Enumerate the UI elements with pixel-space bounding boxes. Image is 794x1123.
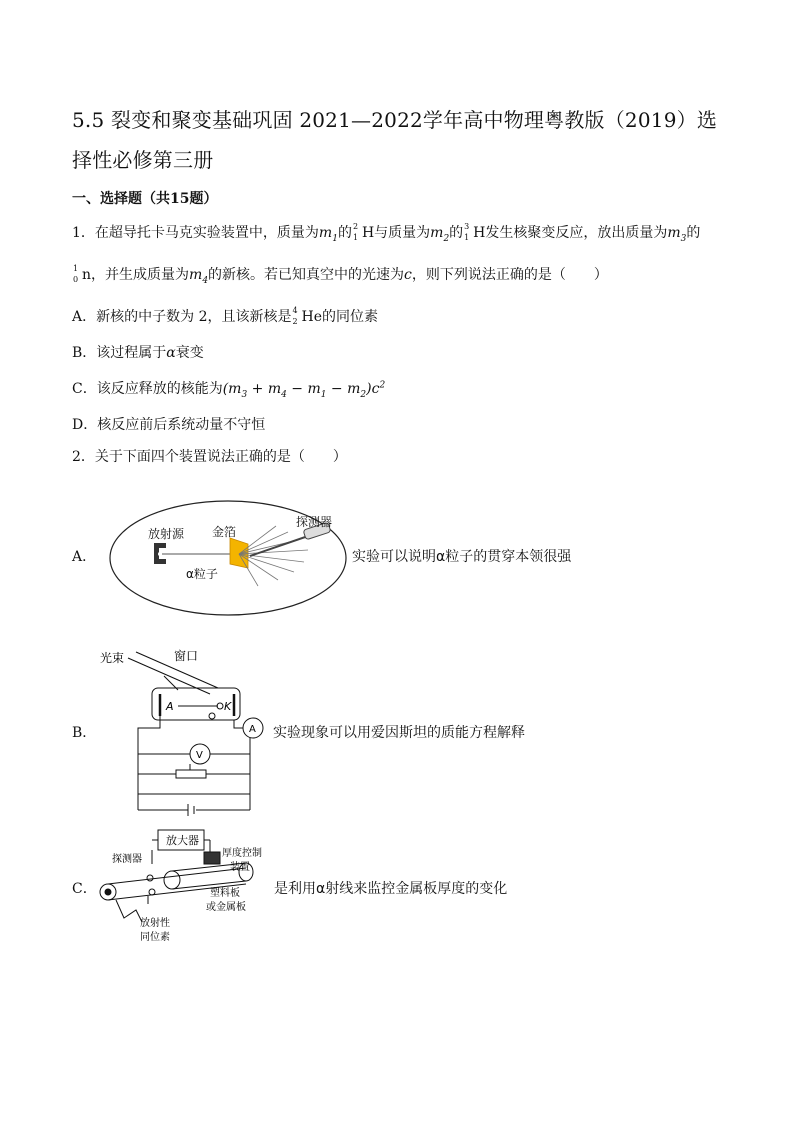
label-anode-a: A	[166, 700, 174, 713]
ammeter-symbol: A	[249, 724, 256, 735]
speed-of-light-c: c	[404, 267, 412, 283]
label-detector: 探测器	[112, 854, 142, 865]
label-plate-2: 或金属板	[206, 902, 246, 913]
voltmeter-symbol: V	[196, 750, 203, 761]
document-title: 5.5 裂变和聚变基础巩固 2021—2022学年高中物理粤教版（2019）选择性必修第三册	[72, 108, 718, 172]
label-amplifier: 放大器	[166, 834, 199, 847]
q2-option-b-caption: 实验现象可以用爱因斯坦的质能方程解释	[273, 725, 525, 741]
q2-option-a-label[interactable]: A．	[72, 549, 97, 565]
label-thickness-control: 厚度控制	[222, 848, 262, 859]
label-foil: 金箔	[212, 525, 237, 539]
thickness-gauge-figure	[96, 826, 272, 946]
label-alpha-particle: α粒子	[186, 567, 218, 581]
photoelectric-figure	[100, 646, 270, 818]
label-cathode-k: K	[224, 700, 232, 713]
section-heading: 一、选择题（共15题）	[72, 191, 218, 207]
label-plate: 塑料板	[210, 888, 240, 899]
question-1-line-2: 1 0 n，并生成质量为$m_4$的新核。若已知真空中的光速为c，则下列说法正确的是（ ）	[73, 264, 608, 286]
option-d[interactable]: D．核反应前后系统动量不守恒	[72, 417, 266, 433]
q2-option-c-label[interactable]: C．	[72, 881, 97, 897]
mass-m4: $m_4$	[189, 267, 209, 286]
label-isotope-2: 同位素	[140, 932, 170, 943]
label-isotope: 放射性	[140, 918, 170, 929]
mass-m3: $m_3$	[667, 225, 687, 244]
label-source: 放射源	[148, 527, 185, 541]
nuclide-neutron: 1 0	[73, 264, 79, 284]
option-b[interactable]: B．该过程属于α衰变	[72, 345, 204, 361]
q2-option-b-label[interactable]: B．	[72, 725, 97, 741]
label-thickness-control-2: 装置	[230, 862, 250, 873]
mass-m2: $m_2$	[430, 225, 450, 244]
question-1-line-1: 1．在超导托卡马克实验装置中，质量为$m_1$的 2 1 H与质量为$m_2$的 3 1 H发生核聚变反应，放出质量为$m_3$的	[72, 222, 701, 244]
nuclide-helium: 4 2	[292, 306, 298, 326]
q2-option-a-caption: 实验可以说明α粒子的贯穿本领很强	[352, 549, 572, 565]
question-number: 1．	[72, 225, 95, 241]
label-detector: 探测器	[296, 515, 333, 529]
option-a[interactable]: A．新核的中子数为 2，且该新核是 4 2 He的同位素	[72, 306, 378, 326]
alpha-scattering-figure	[108, 498, 348, 618]
q2-option-c-caption: 是利用α射线来监控金属板厚度的变化	[274, 881, 508, 897]
label-window: 窗口	[174, 649, 199, 663]
option-c[interactable]: C．该反应释放的核能为$(m_3 + m_4 - m_1 - m_2)c^2$	[72, 380, 386, 400]
mass-m1: $m_1$	[318, 225, 338, 244]
label-beam: 光束	[100, 651, 125, 665]
question-2: 2．关于下面四个装置说法正确的是（ ）	[72, 449, 347, 465]
energy-formula: $(m_3 + m_4 - m_1 - m_2)c^2$	[222, 380, 386, 400]
question-number: 2．	[72, 449, 95, 465]
nuclide-tritium: 3 1	[464, 222, 470, 242]
nuclide-deuterium: 2 1	[352, 222, 359, 242]
